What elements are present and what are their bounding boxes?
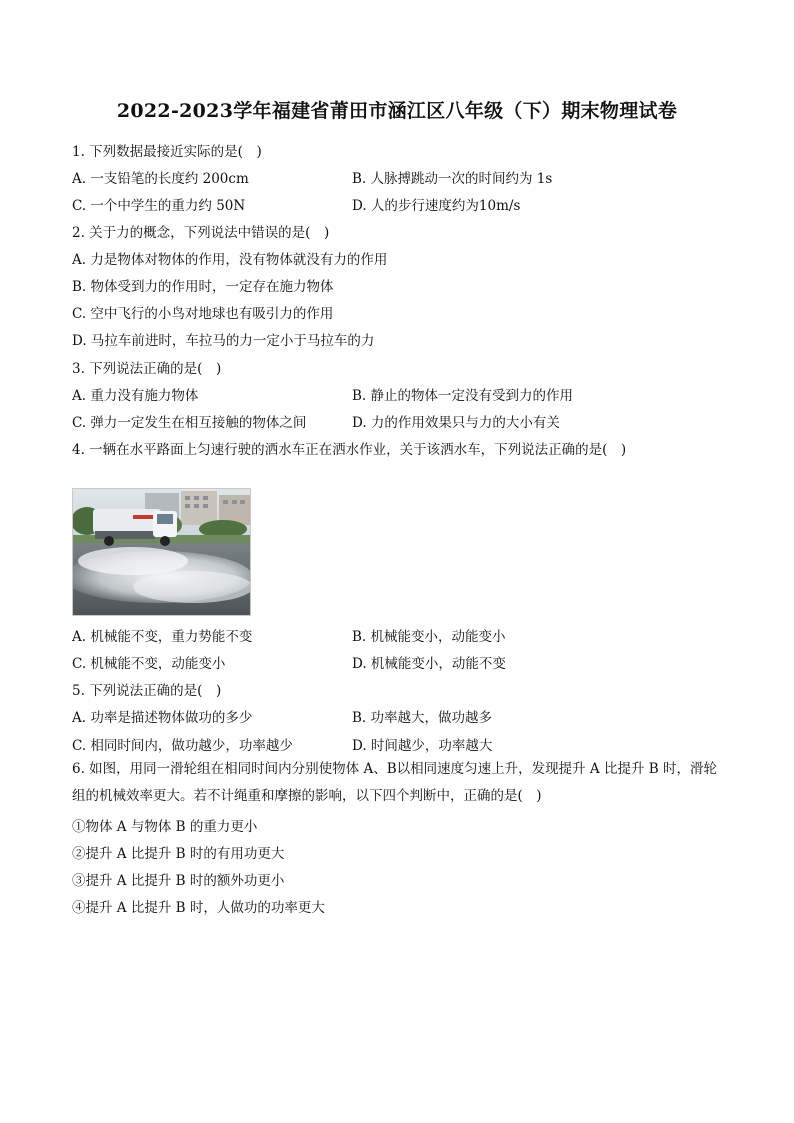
question-5-stem: 5. 下列说法正确的是( ) xyxy=(72,683,222,699)
question-1-stem: 1. 下列数据最接近实际的是( ) xyxy=(72,144,262,160)
q1-option-d: D. 人的步行速度约为10m/s xyxy=(352,198,521,214)
q1-option-c: C. 一个中学生的重力约 50N xyxy=(72,198,246,214)
q5-option-a: A. 功率是描述物体做功的多少 xyxy=(72,710,253,726)
question-2-stem: 2. 关于力的概念，下列说法中错误的是( ) xyxy=(72,225,330,241)
street-sweeper-truck-photo xyxy=(72,488,251,616)
q1-option-b: B. 人脉搏跳动一次的时间约为 1s xyxy=(352,171,553,187)
q2-option-d: D. 马拉车前进时，车拉马的力一定小于马拉车的力 xyxy=(72,333,375,349)
question-6-stem: 6. 如图，用同一滑轮组在相同时间内分别使物体 A、B以相同速度匀速上升，发现提升 A 比提升 B 时，滑轮组的机械效率更大。若不计绳重和摩擦的影响，以下四个判断中，正确的是( ) xyxy=(72,761,717,804)
q3-option-d: D. 力的作用效果只与力的大小有关 xyxy=(352,415,560,431)
q2-option-c: C. 空中飞行的小鸟对地球也有吸引力的作用 xyxy=(72,306,334,322)
q4-option-b: B. 机械能变小，动能变小 xyxy=(352,629,506,645)
q5-option-c: C. 相同时间内，做功越少，功率越少 xyxy=(72,738,293,754)
q6-statement-3: ③提升 A 比提升 B 时的额外功更小 xyxy=(72,873,285,889)
q4-option-a: A. 机械能不变，重力势能不变 xyxy=(72,629,253,645)
q6-statement-4: ④提升 A 比提升 B 时，人做功的功率更大 xyxy=(72,900,325,916)
exam-title: 2022-2023学年福建省莆田市涵江区八年级（下）期末物理试卷 xyxy=(116,100,678,122)
q5-option-d: D. 时间越少，功率越大 xyxy=(352,738,493,754)
q6-statement-2: ②提升 A 比提升 B 时的有用功更大 xyxy=(72,846,285,862)
q1-option-a: A. 一支铅笔的长度约 200cm xyxy=(72,171,249,187)
question-4-stem: 4. 一辆在水平路面上匀速行驶的洒水车正在洒水作业，关于该洒水车，下列说法正确的是( ) xyxy=(72,442,627,458)
question-3-stem: 3. 下列说法正确的是( ) xyxy=(72,361,222,377)
q2-option-a: A. 力是物体对物体的作用，没有物体就没有力的作用 xyxy=(72,252,388,268)
q5-option-b: B. 功率越大，做功越多 xyxy=(352,710,493,726)
q4-option-d: D. 机械能变小，动能不变 xyxy=(352,656,506,672)
q2-option-b: B. 物体受到力的作用时，一定存在施力物体 xyxy=(72,279,334,295)
q3-option-a: A. 重力没有施力物体 xyxy=(72,388,199,404)
q4-option-c: C. 机械能不变，动能变小 xyxy=(72,656,226,672)
q6-statement-1: ①物体 A 与物体 B 的重力更小 xyxy=(72,819,258,835)
q3-option-b: B. 静止的物体一定没有受到力的作用 xyxy=(352,388,574,404)
q3-option-c: C. 弹力一定发生在相互接触的物体之间 xyxy=(72,415,307,431)
